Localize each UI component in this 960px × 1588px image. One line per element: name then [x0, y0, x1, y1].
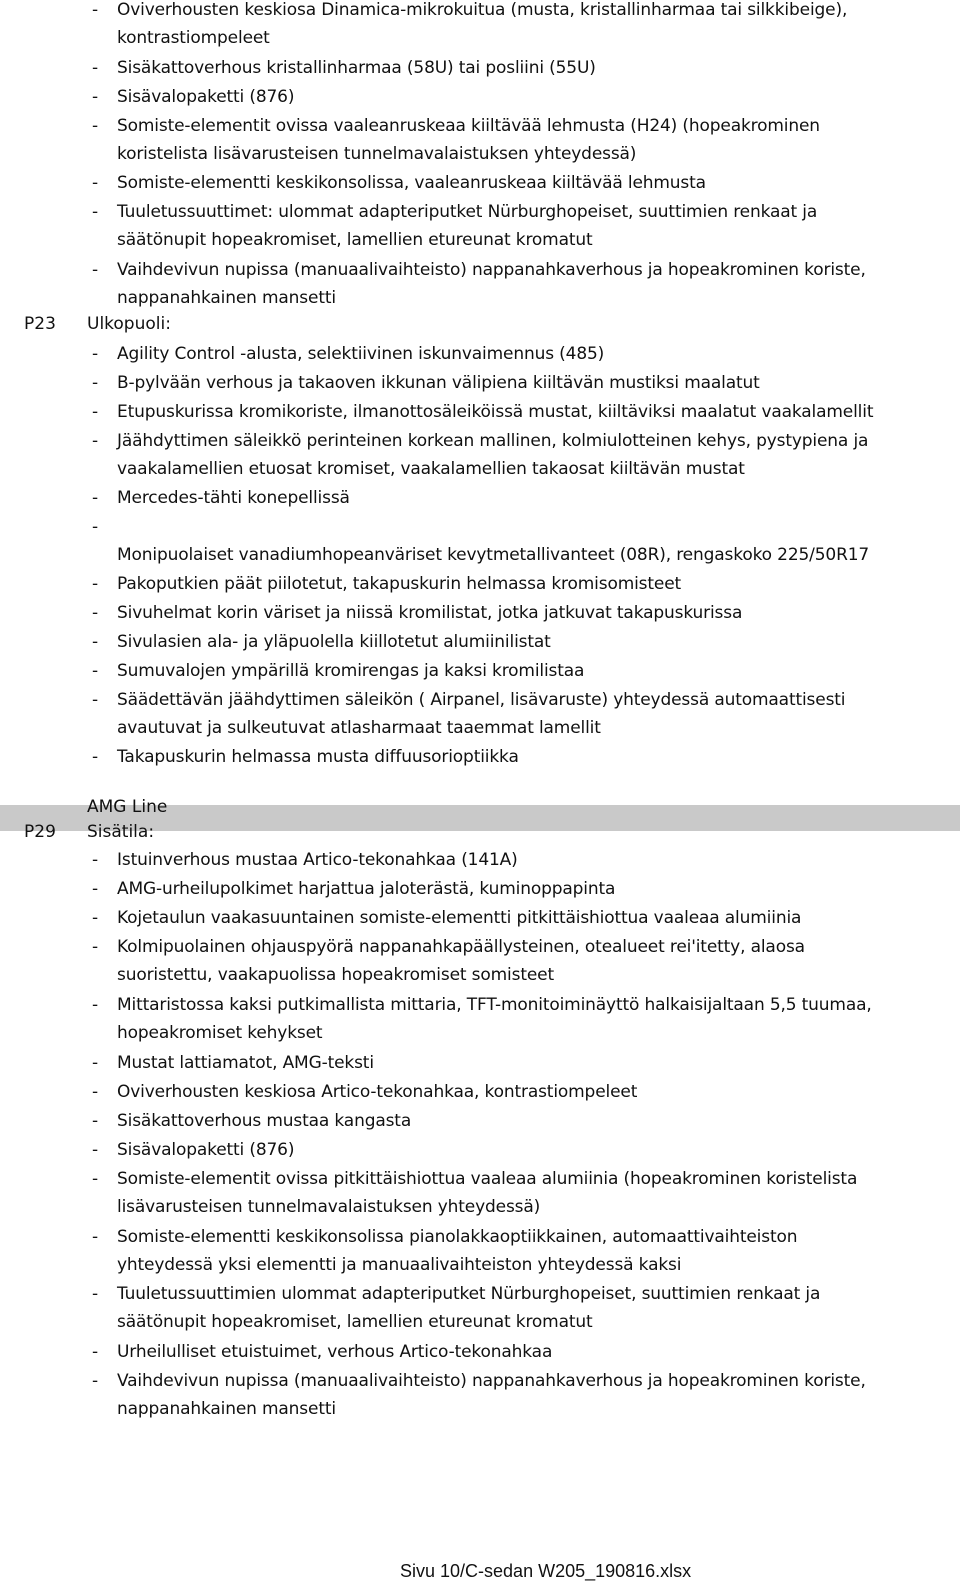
- list-dash: -: [92, 690, 99, 710]
- list-item-text: Somiste-elementti keskikonsolissa, vaaleanruskeaa kiiltävää lehmusta: [117, 173, 706, 193]
- list-item-text: Jäähdyttimen säleikkö perinteinen korkean mallinen, kolmiulotteinen kehys, pystypiena ja: [117, 431, 869, 451]
- section-code: P23: [24, 314, 56, 334]
- list-item-text: Sivuhelmat korin väriset ja niissä kromilistat, jotka jatkuvat takapuskurissa: [117, 603, 743, 623]
- list-item-text: Kojetaulun vaakasuuntainen somiste-elementti pitkittäishiottua vaaleaa alumiinia: [117, 908, 802, 928]
- list-dash: -: [92, 995, 99, 1015]
- list-dash: -: [92, 1227, 99, 1247]
- list-dash: -: [92, 937, 99, 957]
- list-dash: -: [92, 431, 99, 451]
- list-item-text: yhteydessä yksi elementti ja manuaalivaihteiston yhteydessä kaksi: [117, 1255, 682, 1275]
- list-item-text: Somiste-elementti keskikonsolissa pianolakkaoptiikkainen, automaattivaihteiston: [117, 1227, 798, 1247]
- list-dash: -: [92, 574, 99, 594]
- section-heading: Sisätila:: [87, 822, 155, 842]
- list-dash: -: [92, 344, 99, 364]
- list-item-text: koristelista lisävarusteisen tunnelmavalaistuksen yhteydessä): [117, 144, 637, 164]
- list-dash: -: [92, 661, 99, 681]
- list-item-text: B-pylvään verhous ja takaoven ikkunan välipiena kiiltävän mustiksi maalatut: [117, 373, 760, 393]
- list-dash: -: [92, 632, 99, 652]
- list-dash: -: [92, 402, 99, 422]
- list-item-text: Mustat lattiamatot, AMG-teksti: [117, 1053, 374, 1073]
- list-item-text: hopeakromiset kehykset: [117, 1023, 323, 1043]
- list-dash: -: [92, 879, 99, 899]
- list-item-text: lisävarusteisen tunnelmavalaistuksen yhteydessä): [117, 1197, 541, 1217]
- list-dash: -: [92, 908, 99, 928]
- list-dash: -: [92, 173, 99, 193]
- list-dash: -: [92, 202, 99, 222]
- list-item-text: Etupuskurissa kromikoriste, ilmanottosäleiköissä mustat, kiiltäviksi maalatut vaakalamellit: [117, 402, 874, 422]
- list-dash: -: [92, 1111, 99, 1131]
- list-item-text: säätönupit hopeakromiset, lamellien etureunat kromatut: [117, 1312, 593, 1332]
- list-item-text: Somiste-elementit ovissa vaaleanruskeaa kiiltävää lehmusta (H24) (hopeakrominen: [117, 116, 820, 136]
- list-item-text: Urheilulliset etuistuimet, verhous Artico-tekonahkaa: [117, 1342, 553, 1362]
- list-item-text: Mercedes-tähti konepellissä: [117, 488, 350, 508]
- list-item-text: Sisäkattoverhous kristallinharmaa (58U) tai posliini (55U): [117, 58, 596, 78]
- list-dash: -: [92, 1284, 99, 1304]
- list-dash: -: [92, 87, 99, 107]
- list-dash: -: [92, 373, 99, 393]
- list-item-text: Somiste-elementit ovissa pitkittäishiottua vaaleaa alumiinia (hopeakrominen koristelista: [117, 1169, 858, 1189]
- list-item-text: Vaihdevivun nupissa (manuaalivaihteisto) nappanahkaverhous ja hopeakrominen koriste,: [117, 1371, 866, 1391]
- list-dash: -: [92, 260, 99, 280]
- list-item-text: suoristettu, vaakapuolissa hopeakromiset somisteet: [117, 965, 554, 985]
- list-item-text: Pakoputkien päät piilotetut, takapuskurin helmassa kromisomisteet: [117, 574, 682, 594]
- list-item-text: Sisävalopaketti (876): [117, 87, 295, 107]
- list-item-text: nappanahkainen mansetti: [117, 1399, 336, 1419]
- list-dash: -: [92, 517, 99, 537]
- list-item-text: avautuvat ja sulkeutuvat atlasharmaat taaemmat lamellit: [117, 718, 601, 738]
- list-item-text: Tuuletussuuttimien ulommat adapteriputket Nürburghopeiset, suuttimien renkaat ja: [117, 1284, 821, 1304]
- list-dash: -: [92, 1053, 99, 1073]
- list-item-text: Oviverhousten keskiosa Dinamica-mikrokuitua (musta, kristallinharmaa tai silkkibeige),: [117, 0, 848, 20]
- list-item-text: Monipuolaiset vanadiumhopeanväriset kevytmetallivanteet (08R), rengaskoko 225/50R17: [117, 545, 870, 565]
- page-footer: Sivu 10/C-sedan W205_190816.xlsx: [400, 1561, 692, 1581]
- list-item-text: AMG-urheilupolkimet harjattua jaloterästä, kuminoppapinta: [117, 879, 616, 899]
- list-item-text: Oviverhousten keskiosa Artico-tekonahkaa, kontrastiompeleet: [117, 1082, 638, 1102]
- section-code: P29: [24, 822, 56, 842]
- list-item-text: Agility Control -alusta, selektiivinen iskunvaimennus (485): [117, 344, 605, 364]
- band-title: AMG Line: [87, 797, 168, 817]
- list-item-text: Mittaristossa kaksi putkimallista mittaria, TFT-monitoiminäyttö halkaisijaltaan 5,5 tuumaa,: [117, 995, 872, 1015]
- list-item-text: kontrastiompeleet: [117, 28, 270, 48]
- list-dash: -: [92, 1371, 99, 1391]
- list-dash: -: [92, 747, 99, 767]
- list-item-text: Takapuskurin helmassa musta diffuusorioptiikka: [117, 747, 519, 767]
- list-item-text: säätönupit hopeakromiset, lamellien etureunat kromatut: [117, 230, 593, 250]
- list-item-text: Sisävalopaketti (876): [117, 1140, 295, 1160]
- list-item-text: Sisäkattoverhous mustaa kangasta: [117, 1111, 412, 1131]
- list-dash: -: [92, 488, 99, 508]
- list-item-text: Sumuvalojen ympärillä kromirengas ja kaksi kromilistaa: [117, 661, 585, 681]
- list-dash: -: [92, 116, 99, 136]
- list-item-text: Kolmipuolainen ohjauspyörä nappanahkapäällysteinen, otealueet rei'itetty, alaosa: [117, 937, 805, 957]
- list-dash: -: [92, 850, 99, 870]
- list-item-text: Sivulasien ala- ja yläpuolella kiillotetut alumiinilistat: [117, 632, 551, 652]
- list-dash: -: [92, 0, 99, 20]
- list-item-text: vaakalamellien etuosat kromiset, vaakalamellien takaosat kiiltävän mustat: [117, 459, 745, 479]
- list-item-text: Tuuletussuuttimet: ulommat adapteriputket Nürburghopeiset, suuttimien renkaat ja: [117, 202, 818, 222]
- list-item-text: nappanahkainen mansetti: [117, 288, 336, 308]
- section-heading: Ulkopuoli:: [87, 314, 171, 334]
- list-dash: -: [92, 603, 99, 623]
- list-dash: -: [92, 58, 99, 78]
- list-item-text: Vaihdevivun nupissa (manuaalivaihteisto) nappanahkaverhous ja hopeakrominen koriste,: [117, 260, 866, 280]
- list-item-text: Säädettävän jäähdyttimen säleikön ( Airpanel, lisävaruste) yhteydessä automaattisesti: [117, 690, 846, 710]
- list-item-text: Istuinverhous mustaa Artico-tekonahkaa (141A): [117, 850, 518, 870]
- list-dash: -: [92, 1342, 99, 1362]
- list-dash: -: [92, 1082, 99, 1102]
- list-dash: -: [92, 1140, 99, 1160]
- list-dash: -: [92, 1169, 99, 1189]
